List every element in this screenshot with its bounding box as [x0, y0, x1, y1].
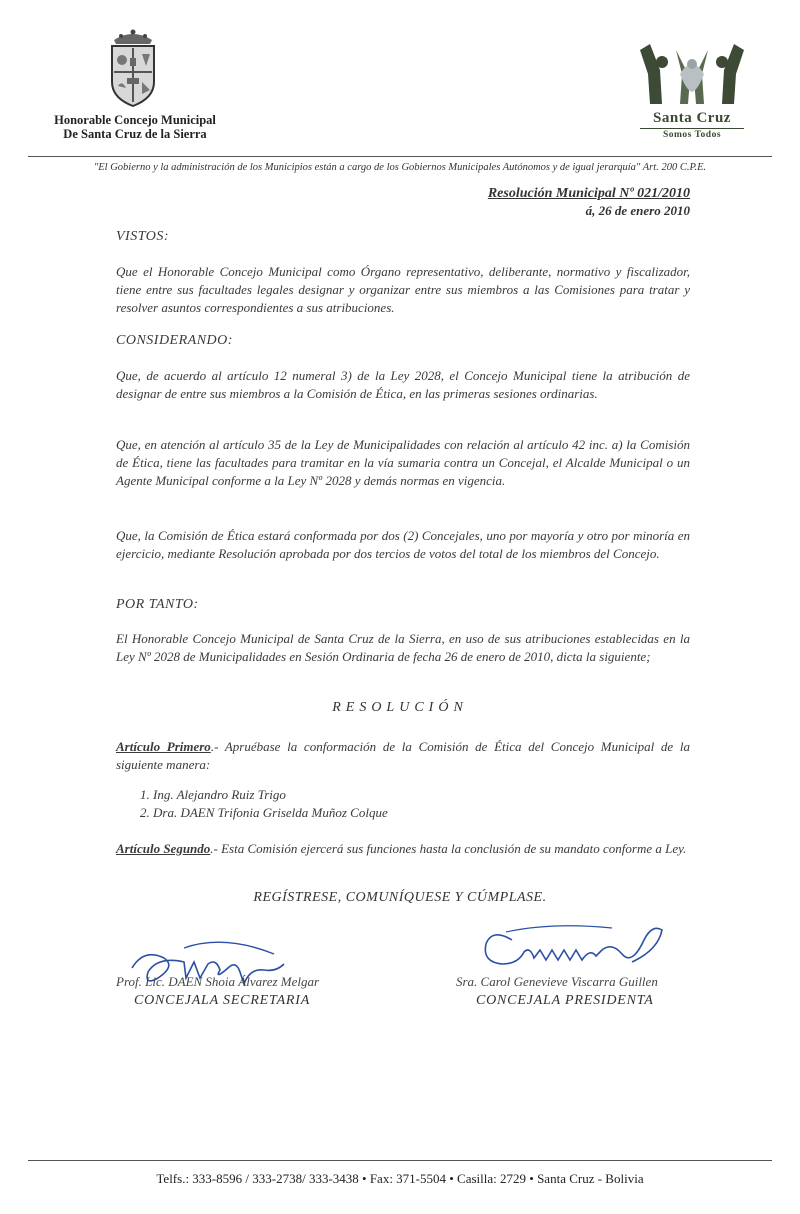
organization-name-line1: Honorable Concejo Municipal — [54, 113, 216, 127]
santa-cruz-logo — [640, 110, 744, 140]
article-first — [116, 738, 690, 774]
resolution-heading: RESOLUCIÓN — [332, 700, 468, 715]
article-second — [116, 840, 690, 858]
right-signature-icon — [472, 910, 672, 980]
closing-formula: REGÍSTRESE, COMUNÍQUESE Y CÚMPLASE. — [253, 890, 547, 905]
por-tanto-heading: POR TANTO: — [116, 597, 199, 612]
commission-member-2: 2. Dra. DAEN Trifonia Griselda Muñoz Colque — [140, 805, 388, 820]
contact-footer: Telfs.: 333-8596 / 333-2738/ 333-3438 • Fax: 371-5504 • Casilla: 2729 • Santa Cruz - Bolivia — [156, 1171, 644, 1186]
article-first-text: .- Apruébase la conformación de la Comisión de Ética del Concejo Municipal de la siguiente manera: — [116, 739, 690, 772]
considerando-paragraph-2: Que, en atención al artículo 35 de la Ley de Municipalidades con relación al artículo 42 inc. a) la Comisión de Ética, tiene las facultades para tramitar en la vía sumaria contra un Concejal, el Alcalde Municipal o un Agente Municipal conforme a la Ley Nº 2028 y demás normas en vigencia. — [116, 437, 690, 488]
article-second-text: .- Esta Comisión ejercerá sus funciones hasta la conclusión de su mandato conforme a Ley. — [210, 841, 687, 856]
header-divider — [28, 156, 772, 157]
left-signatory-name: Prof. Lic. DAEN Shoia Álvarez Melgar — [116, 974, 320, 989]
vistos-paragraph: Que el Honorable Concejo Municipal como Órgano representativo, deliberante, normativo y fiscalizador, tiene entre sus facultades legales designar y organizar entre sus miembros a las Comisiones para tratar y resolver asuntos correspondientes a sus atribuciones. — [116, 264, 690, 315]
organization-name — [30, 113, 240, 141]
municipal-crest-icon — [106, 26, 160, 110]
right-signatory-role: CONCEJALA PRESIDENTA — [476, 993, 654, 1008]
organization-name-line2: De Santa Cruz de la Sierra — [63, 127, 207, 141]
article-first-title: Artículo Primero — [116, 739, 211, 754]
considerando-paragraph-3: Que, la Comisión de Ética estará conformada por dos (2) Concejales, uno por mayoría y otro por minoría en ejercicio, mediante Resolución aprobada por dos tercios de votos del total de los miembros del Concejo. — [116, 528, 690, 561]
commission-member-1: 1. Ing. Alejandro Ruiz Trigo — [140, 787, 286, 802]
brand-title: Santa Cruz — [653, 110, 731, 126]
resolution-date: á, 26 de enero 2010 — [585, 203, 690, 218]
resolution-number: Resolución Municipal Nº 021/2010 — [487, 186, 690, 201]
footer-divider — [28, 1160, 772, 1161]
brand-slogan: Somos Todos — [640, 128, 744, 140]
constitutional-motto: "El Gobierno y la administración de los Municipios están a cargo de los Gobiernos Municipales Autónomos y de igual jerarquía" Art. 200 C.P.E. — [93, 162, 707, 173]
left-signatory-role: CONCEJALA SECRETARIA — [134, 993, 311, 1008]
right-signatory-name: Sra. Carol Genevieve Viscarra Guillen — [456, 974, 658, 989]
por-tanto-paragraph: El Honorable Concejo Municipal de Santa Cruz de la Sierra, en uso de sus atribuciones establecidas en la Ley Nº 2028 de Municipalidades en Sesión Ordinaria de fecha 26 de enero de 2010, dicta la siguiente; — [116, 631, 690, 664]
vistos-heading: VISTOS: — [116, 229, 170, 244]
considerando-heading: CONSIDERANDO: — [116, 333, 233, 348]
considerando-paragraph-1: Que, de acuerdo al artículo 12 numeral 3) de la Ley 2028, el Concejo Municipal tiene la atribución de designar de entre sus miembros a la Comisión de Ética, en las primeras sesiones ordinarias. — [116, 368, 690, 401]
article-second-title: Artículo Segundo — [116, 841, 211, 856]
